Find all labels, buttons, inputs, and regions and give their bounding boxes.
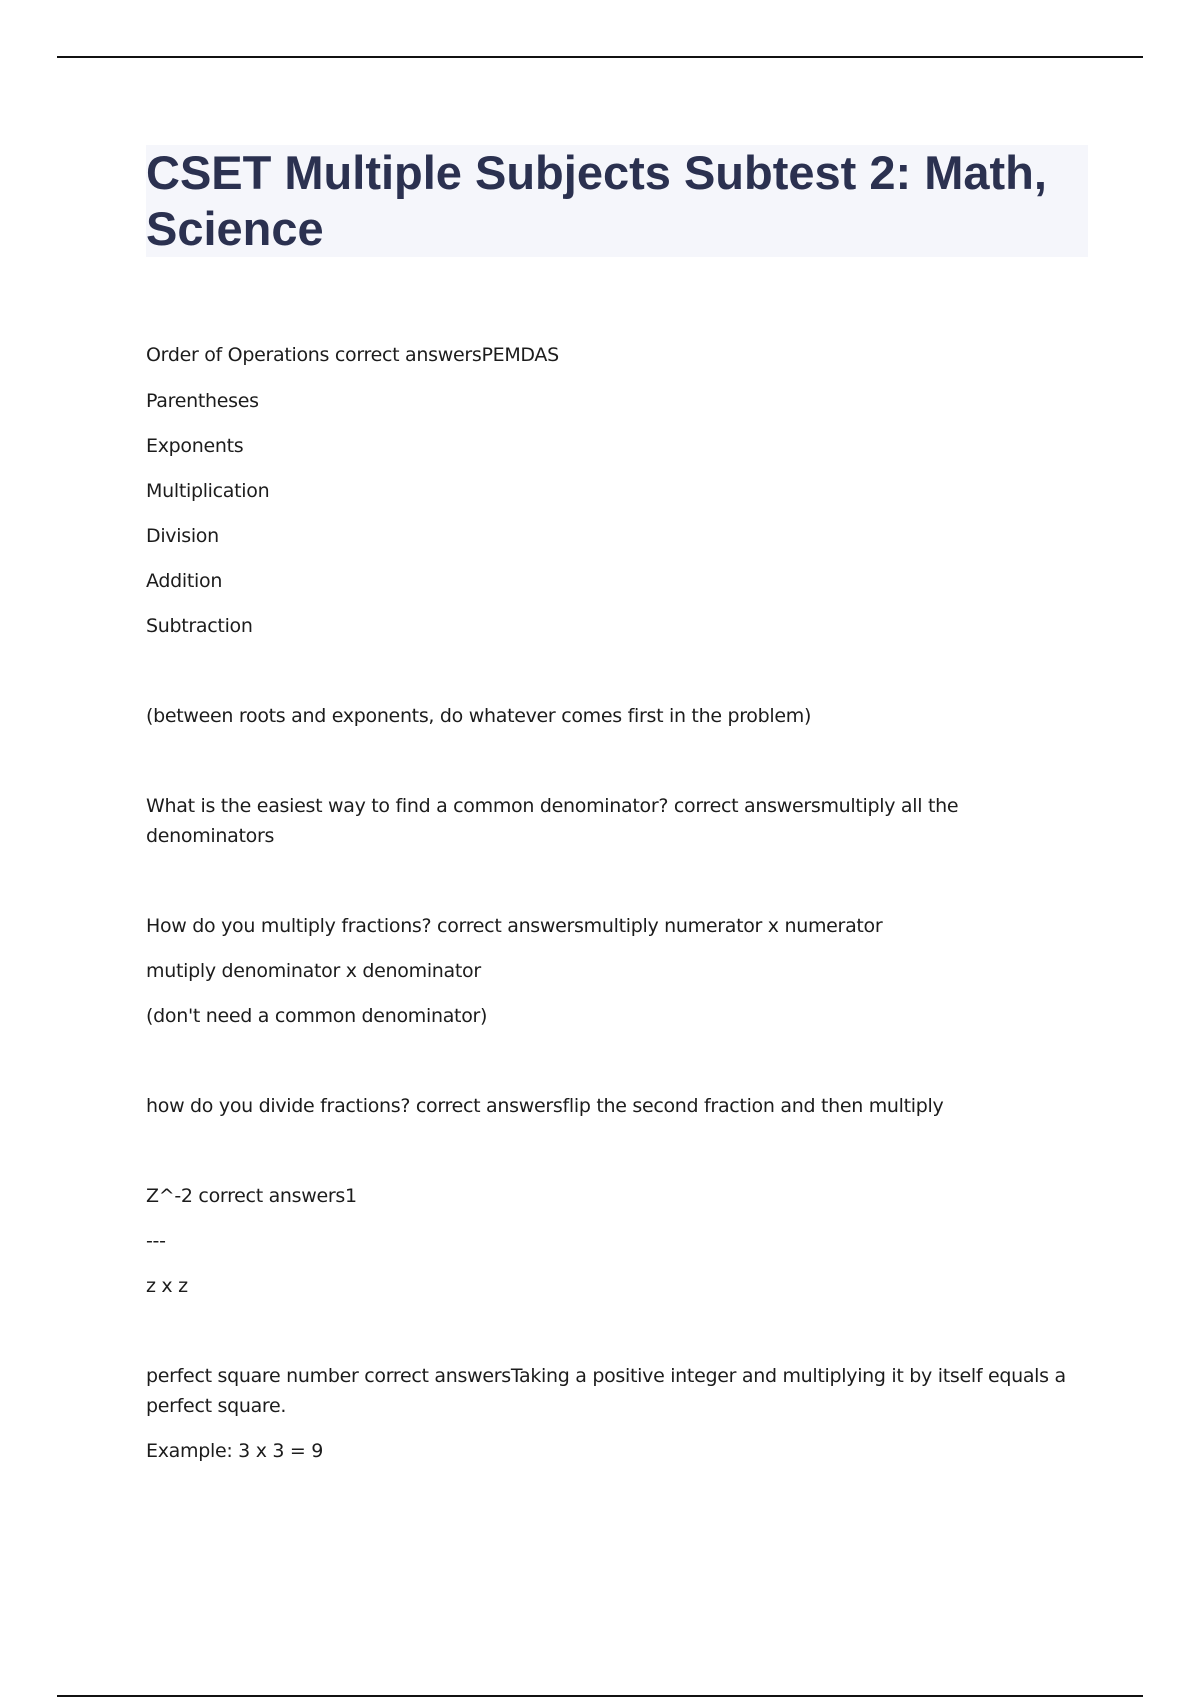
pemdas-item: Parentheses (146, 390, 259, 412)
z-answer-line: --- (146, 1230, 166, 1252)
question-order-of-operations: Order of Operations correct answersPEMDAS (146, 344, 559, 366)
question-divide-fractions: how do you divide fractions? correct answersflip the second fraction and then multiply (146, 1095, 944, 1117)
z-answer-line: z x z (146, 1275, 188, 1297)
question-common-denominator: What is the easiest way to find a common denominator? correct answersmultiply all the denominators (146, 795, 964, 847)
pemdas-item: Addition (146, 570, 223, 592)
multiply-answer-line: mutiply denominator x denominator (146, 960, 481, 982)
pemdas-item: Exponents (146, 435, 244, 457)
pemdas-item: Multiplication (146, 480, 270, 502)
roots-note: (between roots and exponents, do whatever comes first in the problem) (146, 705, 812, 727)
title-banner (146, 145, 1088, 257)
question-perfect-square: perfect square number correct answersTaking a positive integer and multiplying it by itself equals a perfect square. (146, 1365, 1072, 1417)
pemdas-item: Subtraction (146, 615, 253, 637)
document-body (146, 340, 1086, 1466)
question-multiply-fractions: How do you multiply fractions? correct answersmultiply numerator x numerator (146, 915, 883, 937)
perfect-square-example: Example: 3 x 3 = 9 (146, 1440, 324, 1462)
document-title: CSET Multiple Subjects Subtest 2: Math, Science (146, 146, 1047, 255)
multiply-answer-line: (don't need a common denominator) (146, 1005, 488, 1027)
pemdas-item: Division (146, 525, 219, 547)
question-z-exponent: Z^-2 correct answers1 (146, 1185, 357, 1207)
bottom-rule (57, 1695, 1143, 1697)
top-rule (57, 56, 1143, 58)
